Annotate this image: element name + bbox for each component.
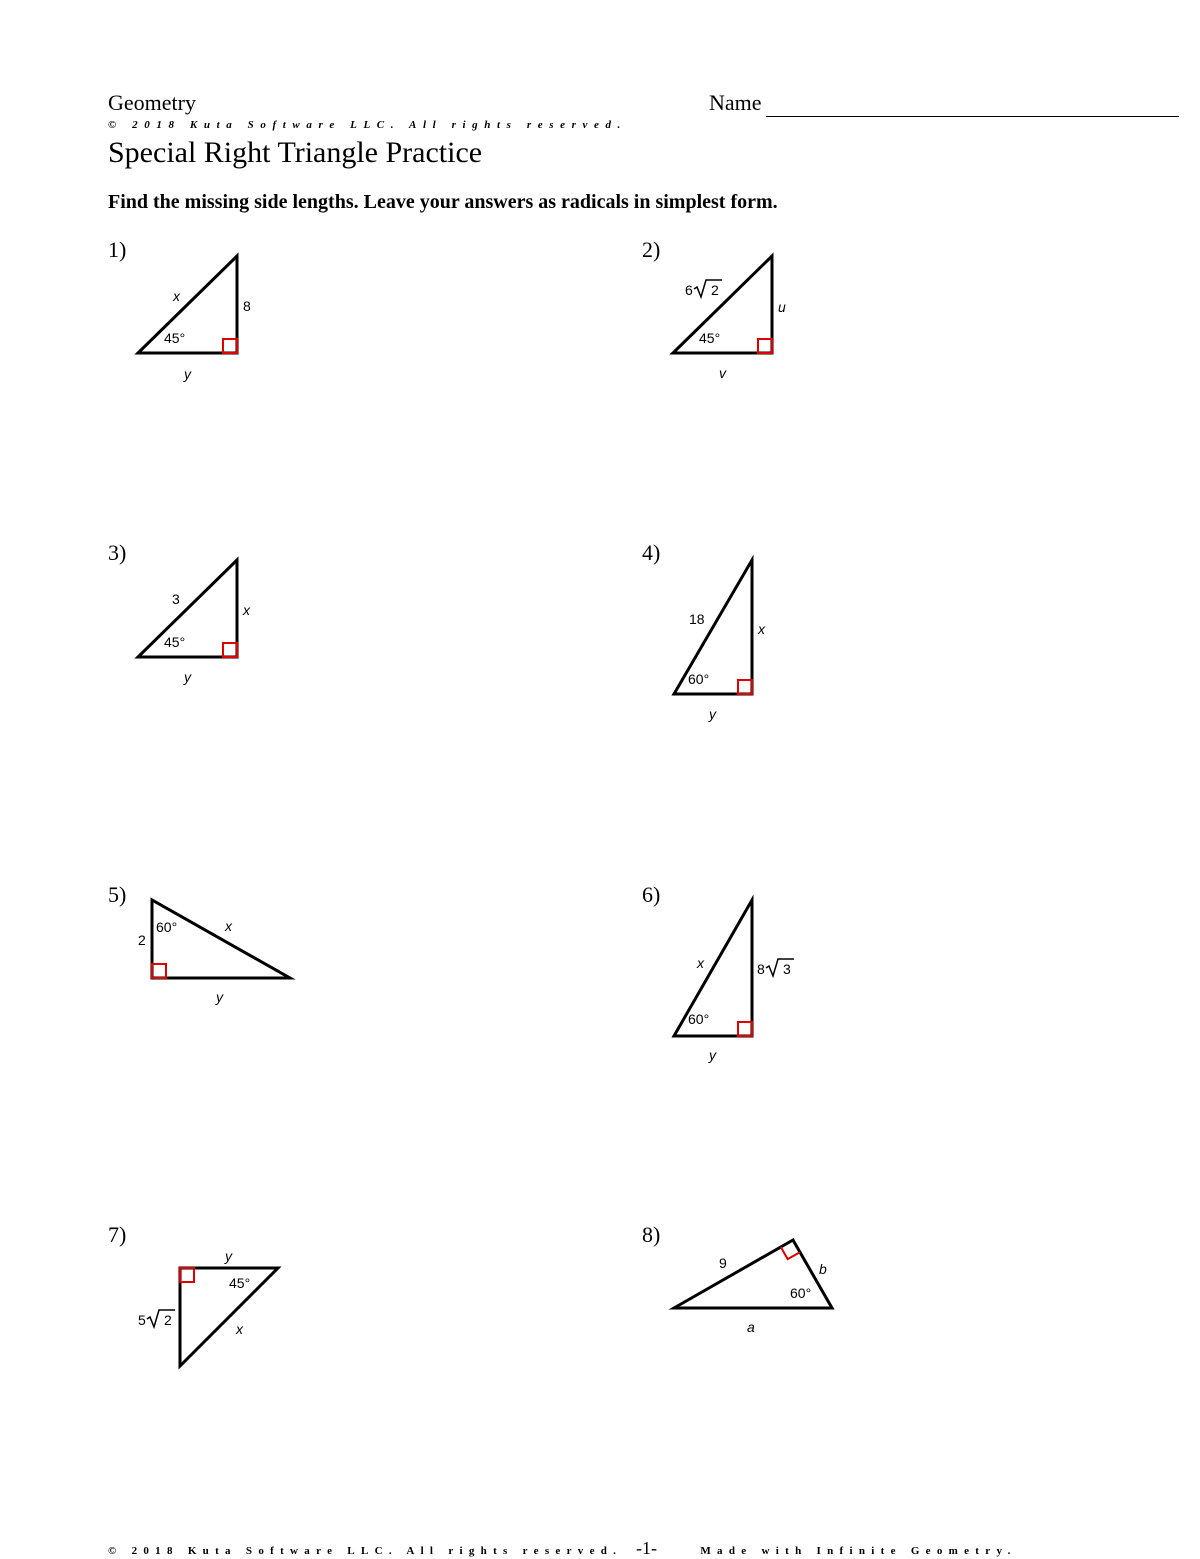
triangle-1 bbox=[138, 256, 251, 382]
triangle-2-hyp-coefficient: 6 bbox=[685, 282, 693, 298]
right-angle-marker bbox=[758, 339, 772, 353]
triangle-4-outline bbox=[674, 560, 752, 694]
triangle-4-leg-label: x bbox=[758, 621, 765, 637]
triangle-7-angle-label: 45° bbox=[229, 1275, 251, 1291]
course-name: Geometry bbox=[108, 90, 196, 115]
instructions: Find the missing side lengths. Leave your answers as radicals in simplest form. bbox=[108, 191, 778, 213]
triangle-8-long-leg-label: 9 bbox=[719, 1255, 727, 1271]
triangle-1-angle-label: 45° bbox=[164, 330, 186, 346]
triangle-7-top-label: y bbox=[225, 1248, 232, 1264]
worksheet-title: Special Right Triangle Practice bbox=[108, 136, 483, 169]
triangle-2 bbox=[673, 256, 786, 381]
triangle-8-angle-label: 60° bbox=[790, 1285, 812, 1301]
problem-number-6: 6) bbox=[642, 882, 661, 907]
problem-number-4: 4) bbox=[642, 540, 661, 565]
triangle-6-angle-label: 60° bbox=[688, 1011, 710, 1027]
triangle-7 bbox=[138, 1248, 278, 1366]
triangle-8-short-leg-label: b bbox=[819, 1261, 827, 1277]
triangle-6-outline bbox=[674, 900, 752, 1036]
triangle-3-base-label: y bbox=[184, 669, 191, 685]
triangle-5 bbox=[138, 900, 290, 1005]
triangle-6-leg-coefficient: 8 bbox=[757, 961, 765, 977]
triangle-5-angle-label: 60° bbox=[156, 919, 178, 935]
triangle-6-base-label: y bbox=[709, 1047, 716, 1063]
problem-number-3: 3) bbox=[108, 540, 127, 565]
triangle-7-hyp-label: x bbox=[236, 1321, 243, 1337]
triangle-1-base-label: y bbox=[184, 366, 191, 382]
triangle-8-hyp-label: a bbox=[747, 1319, 755, 1335]
problem-number-5: 5) bbox=[108, 882, 127, 907]
footer-copyright bbox=[108, 1545, 1017, 1557]
triangle-1-hyp-label: x bbox=[173, 288, 180, 304]
copyright-header: © 2018 Kuta Software LLC. All rights reserved. bbox=[108, 119, 627, 131]
triangle-2-hyp-radicand: 2 bbox=[711, 282, 719, 298]
triangle-6-leg-radicand: 3 bbox=[783, 961, 791, 977]
triangle-3-leg-label: x bbox=[243, 602, 250, 618]
triangle-5-hyp-label: x bbox=[225, 918, 232, 934]
triangle-7-leg-coefficient: 5 bbox=[138, 1312, 146, 1328]
right-angle-marker bbox=[738, 1022, 752, 1036]
triangle-2-base-label: v bbox=[719, 365, 726, 381]
triangle-2-angle-label: 45° bbox=[699, 330, 721, 346]
triangle-3-hyp-label: 3 bbox=[172, 591, 180, 607]
triangle-1-leg-label: 8 bbox=[243, 298, 251, 314]
problem-number-8: 8) bbox=[642, 1222, 661, 1247]
right-angle-marker bbox=[180, 1268, 194, 1282]
triangle-4-angle-label: 60° bbox=[688, 671, 710, 687]
triangle-4-hyp-label: 18 bbox=[689, 611, 705, 627]
footer-copyright-text: © 2018 Kuta Software LLC. All rights reserved. bbox=[108, 1545, 623, 1557]
problem-number-7: 7) bbox=[108, 1222, 127, 1247]
triangle-4 bbox=[674, 560, 766, 722]
triangle-5-outline bbox=[152, 900, 290, 978]
right-angle-marker bbox=[738, 680, 752, 694]
triangle-6-hyp-label: x bbox=[697, 955, 704, 971]
triangle-3 bbox=[138, 560, 251, 685]
triangle-4-base-label: y bbox=[709, 706, 716, 722]
problem-number-1: 1) bbox=[108, 237, 127, 262]
triangle-7-leg-radicand: 2 bbox=[164, 1312, 172, 1328]
name-label: Name bbox=[709, 90, 762, 115]
problem-number-2: 2) bbox=[642, 237, 661, 262]
triangle-3-angle-label: 45° bbox=[164, 634, 186, 650]
triangle-5-leg-label: 2 bbox=[138, 932, 146, 948]
triangle-8 bbox=[674, 1240, 832, 1335]
right-angle-marker bbox=[223, 339, 237, 353]
triangle-2-leg-label: u bbox=[778, 299, 786, 315]
page-number: -1- bbox=[636, 1538, 657, 1558]
right-angle-marker bbox=[152, 964, 166, 978]
triangle-6 bbox=[674, 900, 794, 1063]
right-angle-marker bbox=[223, 643, 237, 657]
footer-made-with: Made with Infinite Geometry. bbox=[700, 1545, 1017, 1557]
triangle-5-base-label: y bbox=[216, 989, 223, 1005]
